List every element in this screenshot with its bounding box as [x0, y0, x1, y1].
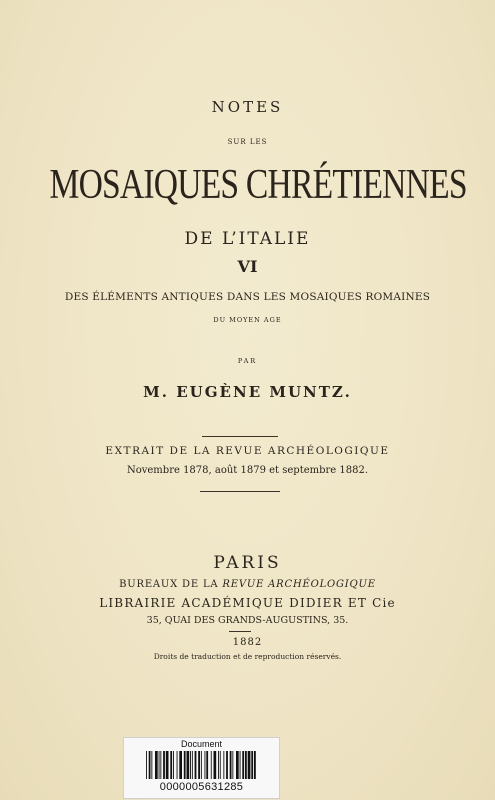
- divider-top: [202, 436, 278, 437]
- par-text: PAR: [237, 357, 258, 365]
- de-italie-heading: DE L’ITALIE: [184, 229, 311, 249]
- barcode-number: 0000005631285: [159, 781, 244, 793]
- address-line: 35, QUAI DES GRANDS-AUGUSTINS, 35.: [146, 615, 349, 626]
- divider-small: [229, 631, 251, 632]
- extract-line: EXTRAIT DE LA REVUE ARCHÉOLOGIQUE: [105, 445, 390, 457]
- publisher-line: LIBRAIRIE ACADÉMIQUE DIDIER ET Cie: [99, 596, 396, 610]
- notes-heading: NOTES: [211, 98, 284, 116]
- moyen-age-text: DU MOYEN AGE: [213, 316, 282, 324]
- divider-bottom: [200, 491, 280, 492]
- subtitle: DES ÉLÉMENTS ANTIQUES DANS LES MOSAIQUES ROMAINES: [64, 291, 431, 303]
- extract-dates: Novembre 1878, août 1879 et septembre 1882.: [126, 465, 369, 476]
- publication-year: 1882: [232, 637, 263, 648]
- barcode-label: [123, 737, 280, 799]
- main-title: MOSAIQUES CHRÉTIENNES: [49, 162, 467, 208]
- sur-les-text: SUR LES: [227, 138, 268, 146]
- part-number: VI: [237, 257, 258, 276]
- rights-notice: Droits de traduction et de reproduction réservés.: [153, 652, 342, 661]
- barcode-icon: [146, 751, 257, 779]
- author-name: M. EUGÈNE MUNTZ.: [143, 383, 352, 401]
- barcode-title: Document: [180, 739, 223, 749]
- city: PARIS: [213, 553, 282, 573]
- bureaux-prefix: BUREAUX DE LA: [119, 579, 223, 590]
- bureaux-journal: REVUE ARCHÉOLOGIQUE: [222, 579, 376, 590]
- bureaux-line: [0, 579, 495, 590]
